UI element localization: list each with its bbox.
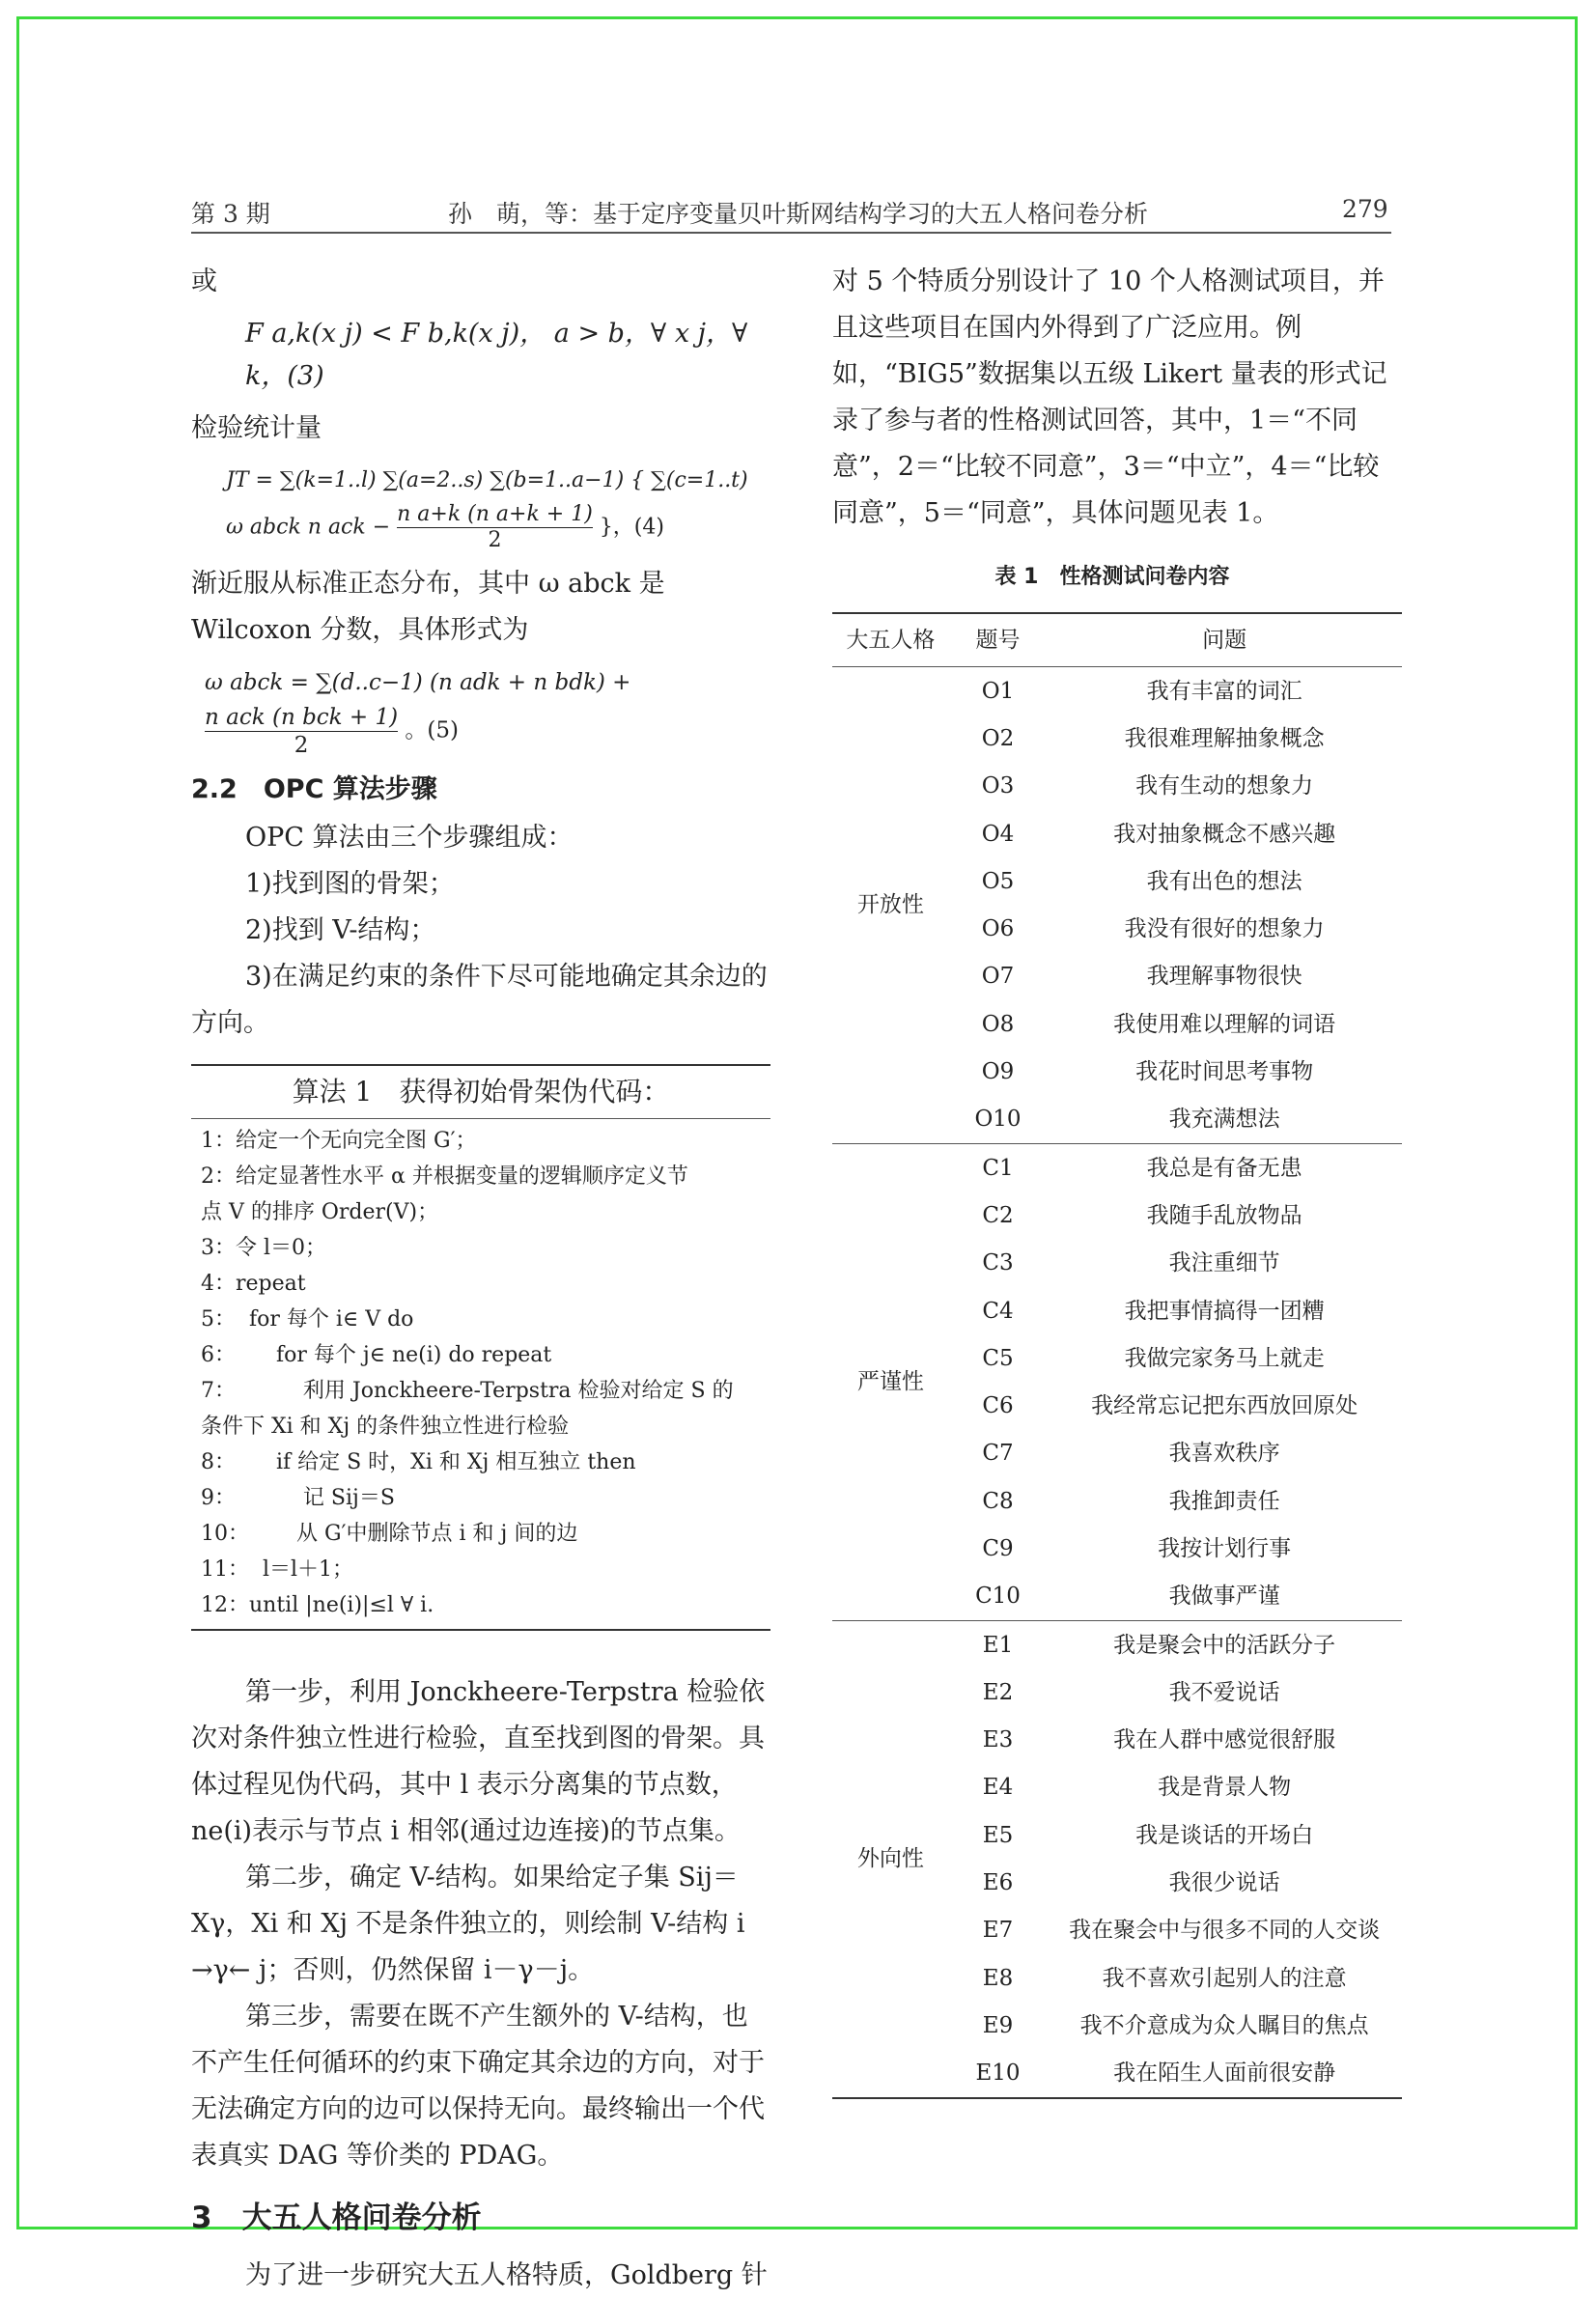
eq4-denominator: 2 (488, 528, 502, 552)
question-cell: 我很难理解抽象概念 (1124, 725, 1325, 751)
item-id-cell: E5 (982, 1822, 1014, 1848)
issue-number: 第 3 期 (191, 200, 270, 228)
item-id-cell: O4 (981, 821, 1015, 847)
trait-cell: 外向性 (832, 1620, 949, 2097)
item-id-cell: O3 (981, 773, 1015, 799)
item-id-cell: C3 (982, 1250, 1014, 1276)
question-cell: 我是谈话的开场白 (1135, 1822, 1314, 1848)
question-cell: 我总是有备无患 (1146, 1155, 1302, 1181)
item-id-cell: C9 (982, 1535, 1014, 1561)
paragraph-step-3: 第三步，需要在既不产生额外的 V-结构，也不产生任何循环的约束下确定其余边的方向，对于无法确定方向的边可以保持无向。最终输出一个代表真实 DAG 等价类的 PDAG。 (191, 2002, 765, 2171)
item-id-cell: O2 (981, 725, 1015, 751)
table-row (832, 1620, 1402, 1668)
eq4-sums: ∑(k=1..l) ∑(a=2..s) ∑(b=1..a−1) { ∑(c=1..t) ω abck n ack − (226, 468, 748, 540)
paragraph-step-2: 第二步，确定 V-结构。如果给定子集 Sij＝Xγ，Xi 和 Xj 不是条件独立的，则绘制 V-结构 i →γ← j；否则，仍然保留 i－γ－j。 (191, 1863, 745, 1985)
algorithm-line: 6： for 每个 j∈ ne(i) do repeat (201, 1343, 552, 1367)
question-cell: 我花时间思考事物 (1135, 1059, 1314, 1085)
algorithm-line: 4：repeat (201, 1272, 306, 1296)
question-cell: 我经常忘记把东西放回原处 (1091, 1393, 1358, 1419)
item-id-cell: O1 (981, 678, 1015, 704)
question-cell: 我推卸责任 (1168, 1488, 1280, 1514)
question-cell: 我有出色的想法 (1146, 868, 1302, 894)
question-cell: 我把事情搞得一团糟 (1124, 1298, 1325, 1324)
eq4-fraction (397, 502, 593, 553)
question-cell: 我在陌生人面前很安静 (1047, 2050, 1402, 2098)
algorithm-line: 5： for 每个 i∈ V do (201, 1307, 414, 1332)
item-id-cell: O5 (981, 868, 1015, 894)
question-cell: 我是背景人物 (1158, 1775, 1292, 1801)
item-id-cell: E4 (982, 1775, 1014, 1801)
question-cell: 我注重细节 (1168, 1250, 1280, 1276)
paragraph-step-1: 第一步，利用 Jonckheere-Terpstra 检验依次对条件独立性进行检验，直至找到图的骨架。具体过程见伪代码，其中 l 表示分离集的节点数，ne(i)表示与节点 i 相邻(通过边连接)的节点集。 (191, 1677, 766, 1846)
item-id-cell: O6 (981, 916, 1015, 942)
header-item-id: 题号 (949, 613, 1047, 667)
item-id-cell: C7 (982, 1441, 1014, 1467)
item-id-cell: C10 (949, 1573, 1047, 1621)
header-rule (191, 232, 1391, 234)
algorithm-box (191, 1064, 770, 1631)
paragraph-big5: 对 5 个特质分别设计了 10 个人格测试项目，并且这些项目在国内外得到了广泛应用。例如，“BIG5”数据集以五级 Likert 量表的形式记录了参与者的性格测试回答，其中，1＝“不同意”，2＝“比较不同意”，3＝“中立”，4＝“比较同意”，5＝“同意”，具体问题见表 1。 (832, 266, 1387, 528)
algorithm-line: 8： if 给定 S 时，Xi 和 Xj 相互独立 then (201, 1450, 636, 1474)
right-column (832, 259, 1392, 2099)
table-row (832, 667, 1402, 715)
item-id-cell: C5 (982, 1345, 1014, 1371)
algorithm-line: 11： l＝l＋1； (201, 1557, 354, 1582)
text-opc-steps: OPC 算法由三个步骤组成： (245, 823, 574, 853)
question-cell: 我在聚会中与很多不同的人交谈 (1069, 1918, 1381, 1944)
trait-cell: 严谨性 (832, 1143, 949, 1620)
section-2-2-heading: 2.2 OPC 算法步骤 (191, 774, 437, 804)
table-header-row (832, 613, 1402, 667)
question-cell: 我没有很好的想象力 (1124, 916, 1325, 942)
question-cell: 我使用难以理解的词语 (1113, 1011, 1336, 1037)
equation-3: F a,k(x j) < F b,k(x j)， a > b，∀ x j，∀ k，(3) (245, 319, 748, 391)
page-number: 279 (1342, 195, 1388, 223)
item-id-cell: E3 (982, 1727, 1014, 1753)
item-id-cell: O7 (981, 964, 1015, 990)
step-1: 1)找到图的骨架； (245, 869, 455, 899)
eq5-numerator: n ack (n bck + 1) (205, 705, 399, 730)
trait-cell: 开放性 (832, 667, 949, 1144)
header-trait: 大五人格 (832, 613, 949, 667)
table-row (832, 1143, 1402, 1192)
algorithm-line: 2：给定显著性水平 α 并根据变量的逻辑顺序定义节 (201, 1164, 688, 1189)
item-id-cell: O9 (981, 1059, 1015, 1085)
question-cell: 我不介意成为众人瞩目的焦点 (1079, 2012, 1369, 2038)
running-title: 孙 萌，等：基于定序变量贝叶斯网结构学习的大五人格问卷分析 (447, 200, 1148, 228)
eq5-tag: 。(5) (405, 717, 460, 743)
item-id-cell: O10 (949, 1096, 1047, 1144)
item-id-cell: C6 (982, 1393, 1014, 1419)
question-cell: 我有生动的想象力 (1135, 773, 1314, 799)
question-cell: 我理解事物很快 (1146, 964, 1302, 990)
section-3-heading: 3 大五人格问卷分析 (191, 2201, 482, 2235)
question-cell: 我按计划行事 (1158, 1535, 1292, 1561)
algorithm-line: 条件下 Xi 和 Xj 的条件独立性进行检验 (201, 1415, 570, 1439)
algorithm-line: 10： 从 G′中删除节点 i 和 j 间的边 (201, 1522, 578, 1546)
item-id-cell: E9 (982, 2012, 1014, 2038)
item-id-cell: C4 (982, 1298, 1014, 1324)
table-body (832, 667, 1402, 2098)
equation-5 (191, 661, 770, 759)
text-statistic: 检验统计量 (191, 413, 322, 443)
algorithm-line: 9： 记 Sij＝S (201, 1486, 395, 1510)
question-cell: 我不爱说话 (1168, 1679, 1280, 1705)
item-id-cell: E10 (949, 2050, 1047, 2098)
step-2: 2)找到 V-结构； (245, 915, 436, 945)
left-column (191, 259, 770, 2299)
header-question: 问题 (1047, 613, 1402, 667)
eq4-tag: }，(4) (599, 515, 664, 540)
step-3: 3)在满足约束的条件下尽可能地确定其余边的方向。 (191, 962, 768, 1038)
algorithm-line: 点 V 的排序 Order(V)； (201, 1200, 439, 1224)
algorithm-line: 12：until |ne(i)|≤l ∀ i. (201, 1593, 434, 1617)
algorithm-line: 1：给定一个无向完全图 G′； (201, 1129, 477, 1153)
eq5-fraction (205, 704, 398, 759)
algorithm-line: 3：令 l＝0； (201, 1236, 327, 1260)
question-cell: 我很少说话 (1168, 1870, 1280, 1896)
eq5-lhs: ω abck = ∑(d..c−1) (n adk + n bdk) + (205, 670, 631, 695)
question-cell: 我做完家务马上就走 (1124, 1345, 1325, 1371)
question-cell: 我有丰富的词汇 (1146, 678, 1302, 704)
item-id-cell: E1 (982, 1632, 1014, 1658)
item-id-cell: C2 (982, 1202, 1014, 1228)
algorithm-title: 算法 1 获得初始骨架伪代码： (191, 1066, 770, 1119)
question-cell: 我在人群中感觉很舒服 (1113, 1727, 1336, 1753)
algorithm-line: 7： 利用 Jonckheere-Terpstra 检验对给定 S 的 (201, 1379, 734, 1403)
item-id-cell: E8 (982, 1965, 1014, 1991)
eq4-lhs: JT = (226, 468, 273, 492)
question-cell: 我不喜欢引起别人的注意 (1102, 1965, 1347, 1991)
item-id-cell: C1 (982, 1155, 1014, 1181)
eq5-denominator: 2 (294, 733, 309, 758)
question-cell: 我是聚会中的活跃分子 (1113, 1632, 1336, 1658)
questionnaire-table (832, 612, 1402, 2099)
text-normal-dist: 渐近服从标准正态分布，其中 ω abck 是 Wilcoxon 分数，具体形式为 (191, 569, 665, 645)
item-id-cell: C8 (982, 1488, 1014, 1514)
eq4-numerator: n a+k (n a+k + 1) (397, 502, 593, 526)
question-cell: 我对抽象概念不感兴趣 (1113, 821, 1336, 847)
paragraph-intro: 为了进一步研究大五人格特质，Goldberg 针 (245, 2260, 768, 2290)
item-id-cell: E7 (982, 1918, 1014, 1944)
item-id-cell: O8 (981, 1011, 1015, 1037)
text-or: 或 (191, 266, 217, 296)
algorithm-lines (191, 1119, 770, 1629)
item-id-cell: E2 (982, 1679, 1014, 1705)
question-cell: 我充满想法 (1047, 1096, 1402, 1144)
question-cell: 我喜欢秩序 (1168, 1441, 1280, 1467)
question-cell: 我做事严谨 (1047, 1573, 1402, 1621)
question-cell: 我随手乱放物品 (1146, 1202, 1302, 1228)
table-caption: 表 1 性格测试问卷内容 (994, 565, 1230, 589)
equation-4 (191, 460, 770, 553)
item-id-cell: E6 (982, 1870, 1014, 1896)
